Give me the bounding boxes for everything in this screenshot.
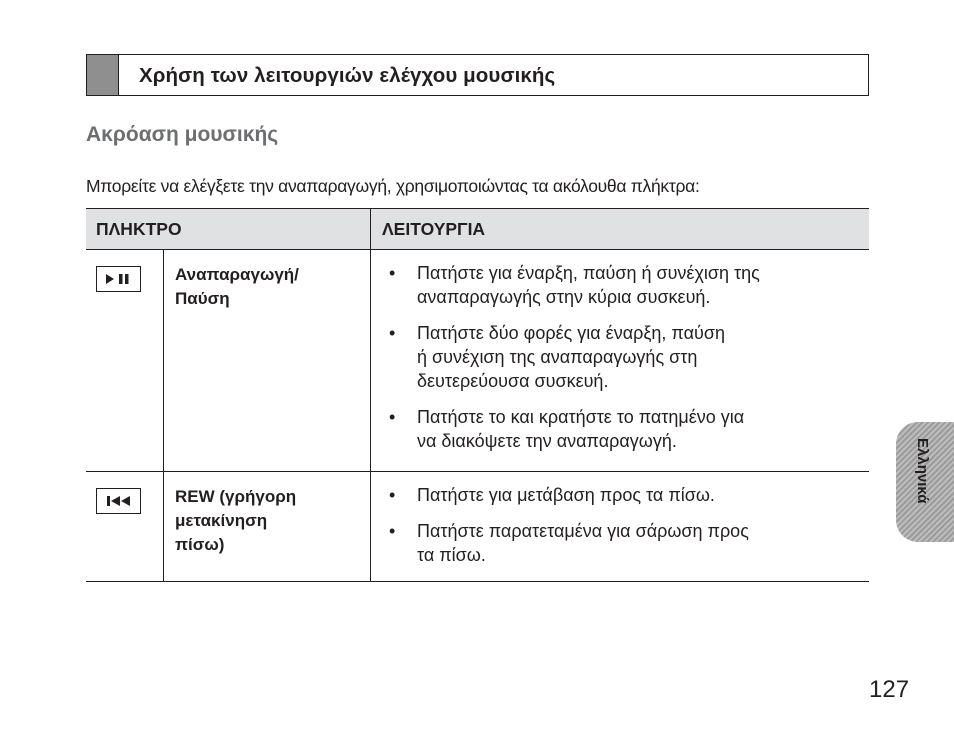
key-name-line: Αναπαραγωγή/ xyxy=(175,265,299,284)
function-line: ή συνέχιση της αναπαραγωγής στη xyxy=(417,347,698,367)
function-line: τα πίσω. xyxy=(417,545,486,565)
language-tab xyxy=(896,422,954,542)
subheading: Ακρόαση μουσικής xyxy=(86,123,279,146)
list-item xyxy=(386,483,849,507)
function-line: • Πατήστε για μετάβαση προς τα πίσω. xyxy=(417,485,715,505)
key-name xyxy=(164,472,371,582)
rewind-icon xyxy=(96,488,141,514)
section-header xyxy=(86,54,869,96)
list-item xyxy=(386,405,849,453)
function-line: • Πατήστε για έναρξη, παύση ή συνέχιση της xyxy=(417,263,760,283)
function-line: δευτερεύουσα συσκευή. xyxy=(417,371,609,391)
intro-text: Μπορείτε να ελέγξετε την αναπαραγωγή, χρησιμοποιώντας τα ακόλουθα πλήκτρα: xyxy=(86,176,700,196)
function-line: αναπαραγωγής στην κύρια συσκευή. xyxy=(417,287,711,307)
language-tab-label: Ελληνικά xyxy=(914,438,931,504)
key-name-line: πίσω) xyxy=(175,535,225,554)
key-icon-cell xyxy=(86,472,164,582)
list-item xyxy=(386,261,849,309)
section-header-marker xyxy=(87,55,119,95)
key-name-line: REW (γρήγορη xyxy=(175,487,297,506)
function-line: • Πατήστε το και κρατήστε το πατημένο για xyxy=(417,407,745,427)
function-line: • Πατήστε δύο φορές για έναρξη, παύση xyxy=(417,323,725,343)
function-cell xyxy=(371,250,870,472)
list-item xyxy=(386,321,849,393)
key-function-table xyxy=(86,208,869,582)
header-function: ΛΕΙΤΟΥΡΓΙΑ xyxy=(371,209,870,250)
function-line: να διακόψετε την αναπαραγωγή. xyxy=(417,431,677,451)
function-line: • Πατήστε παρατεταμένα για σάρωση προς xyxy=(417,521,749,541)
key-name-line: Παύση xyxy=(175,289,230,308)
key-name xyxy=(164,250,371,472)
page-number: 127 xyxy=(869,676,910,703)
list-item xyxy=(386,519,849,567)
key-name-line: μετακίνηση xyxy=(175,511,268,530)
table-row xyxy=(86,250,869,472)
key-icon-cell xyxy=(86,250,164,472)
table-row xyxy=(86,472,869,582)
function-cell xyxy=(371,472,870,582)
header-key: ΠΛΗΚΤΡΟ xyxy=(86,209,371,250)
table-header-row xyxy=(86,209,869,250)
play-pause-icon xyxy=(96,266,141,292)
section-title: Χρήση των λειτουργιών ελέγχου μουσικής xyxy=(139,64,556,87)
